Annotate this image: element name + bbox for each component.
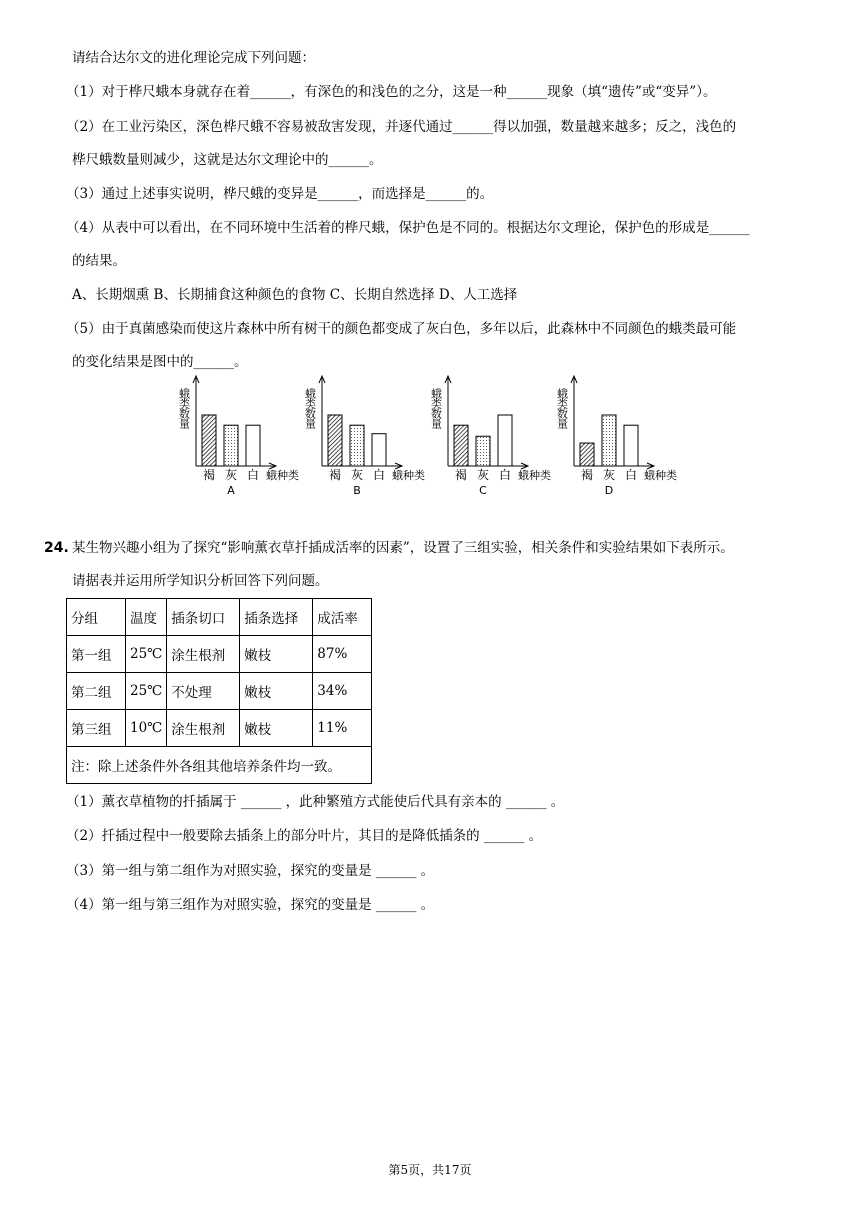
- chart-category-label: 白: [624, 468, 638, 482]
- table-cell: 嫩枝: [240, 673, 313, 710]
- table-cell: 嫩枝: [240, 636, 313, 673]
- chart-bar: [372, 434, 386, 466]
- table-header: 温度: [126, 599, 167, 636]
- q24-sub1: （1）薰衣草植物的扦插属于 ______ ，此种繁殖方式能使后代具有亲本的 ______ 。: [66, 794, 565, 810]
- chart-a: [176, 376, 299, 501]
- chart-d: [554, 376, 677, 501]
- q24-stem-line2: 请据表并运用所学知识分析回答下列问题。: [72, 573, 329, 589]
- table-header: 分组: [67, 599, 126, 636]
- table-row: [67, 710, 372, 747]
- chart-option-label: D: [604, 484, 614, 497]
- chart-option-label: C: [479, 484, 487, 497]
- q23-part2-line2: 桦尺蛾数量则减少，这就是达尔文理论中的______。: [72, 152, 383, 168]
- table-cell: 涂生根剂: [167, 636, 240, 673]
- q23-part1: （1）对于桦尺蛾本身就存在着______，有深色的和浅色的之分，这是一种______现象（填“遗传”或“变异”）。: [66, 84, 717, 100]
- chart-d-svg: [554, 376, 677, 501]
- chart-bar: [202, 415, 216, 466]
- chart-a-svg: [176, 376, 299, 501]
- table-cell: 34%: [313, 673, 372, 710]
- table-cell: 第一组: [67, 636, 126, 673]
- chart-category-label: 白: [498, 468, 512, 482]
- q23-options: A、长期烟熏 B、长期捕食这种颜色的食物 C、长期自然选择 D、人工选择: [72, 287, 518, 303]
- table-note-row: [67, 747, 372, 784]
- chart-bar: [476, 436, 490, 466]
- chart-xlabel: 蛾种类: [266, 469, 299, 482]
- chart-category-label: 褐: [202, 468, 216, 482]
- chart-c: [428, 376, 551, 501]
- q24-sub2: （2）扦插过程中一般要除去插条上的部分叶片，其目的是降低插条的 ______ 。: [66, 828, 543, 844]
- chart-bar: [224, 425, 238, 466]
- table-cell: 第二组: [67, 673, 126, 710]
- q23-part5-line1: （5）由于真菌感染而使这片森林中所有树干的颜色都变成了灰白色，多年以后，此森林中不同颜色的蛾类最可能: [66, 321, 737, 337]
- chart-bar: [350, 425, 364, 466]
- chart-c-svg: [428, 376, 551, 501]
- table-cell: 87%: [313, 636, 372, 673]
- chart-category-label: 灰: [350, 468, 364, 482]
- table-cell: 第三组: [67, 710, 126, 747]
- q24-sub3: （3）第一组与第二组作为对照实验，探究的变量是 ______ 。: [66, 863, 435, 879]
- chart-bar: [328, 415, 342, 466]
- table-cell: 涂生根剂: [167, 710, 240, 747]
- table-cell: 25℃: [126, 673, 167, 710]
- chart-category-label: 灰: [476, 468, 490, 482]
- chart-xlabel: 蛾种类: [518, 469, 551, 482]
- q23-part3: （3）通过上述事实说明，桦尺蛾的变异是______，而选择是______的。: [66, 186, 494, 202]
- chart-bar: [246, 425, 260, 466]
- chart-category-label: 灰: [224, 468, 238, 482]
- chart-ylabel: 蛾类数量: [303, 388, 317, 428]
- chart-bar: [498, 415, 512, 466]
- chart-category-label: 白: [246, 468, 260, 482]
- table-cell: 不处理: [167, 673, 240, 710]
- chart-category-label: 褐: [454, 468, 468, 482]
- chart-option-label: B: [353, 484, 361, 497]
- chart-bar: [602, 415, 616, 466]
- chart-category-label: 白: [372, 468, 386, 482]
- chart-option-label: A: [227, 484, 235, 497]
- moth-charts: [176, 376, 696, 506]
- chart-b: [302, 376, 425, 501]
- table-header-row: [67, 599, 372, 636]
- chart-category-label: 褐: [580, 468, 594, 482]
- chart-category-label: 褐: [328, 468, 342, 482]
- chart-bar: [624, 425, 638, 466]
- q23-part5-line2: 的变化结果是图中的______。: [72, 354, 248, 370]
- chart-xlabel: 蛾种类: [644, 469, 677, 482]
- chart-bar: [580, 443, 594, 466]
- page-footer: 第5页，共17页: [388, 1163, 472, 1177]
- table-cell: 11%: [313, 710, 372, 747]
- q24-sub4: （4）第一组与第三组作为对照实验，探究的变量是 ______ 。: [66, 897, 435, 913]
- q24-number: 24.: [44, 540, 69, 556]
- chart-ylabel: 蛾类数量: [177, 388, 191, 428]
- q23-part4-line1: （4）从表中可以看出，在不同环境中生活着的桦尺蛾，保护色是不同的。根据达尔文理论，保护色的形成是______: [66, 220, 750, 236]
- chart-b-svg: [302, 376, 425, 501]
- table-header: 插条切口: [167, 599, 240, 636]
- q24-stem-line1: 某生物兴趣小组为了探究“影响薰衣草扦插成活率的因素”，设置了三组实验，相关条件和实验结果如下表所示。: [72, 540, 734, 556]
- table-note: 注：除上述条件外各组其他培养条件均一致。: [67, 747, 372, 784]
- table-cell: 嫩枝: [240, 710, 313, 747]
- chart-ylabel: 蛾类数量: [555, 388, 569, 428]
- table-header: 成活率: [313, 599, 372, 636]
- q23-intro: 请结合达尔文的进化理论完成下列问题：: [72, 50, 315, 66]
- chart-bar: [454, 425, 468, 466]
- chart-category-label: 灰: [602, 468, 616, 482]
- chart-ylabel: 蛾类数量: [429, 388, 443, 428]
- table-row: [67, 636, 372, 673]
- experiment-table: [66, 598, 372, 784]
- table-row: [67, 673, 372, 710]
- table-cell: 10℃: [126, 710, 167, 747]
- table-header: 插条选择: [240, 599, 313, 636]
- table-cell: 25℃: [126, 636, 167, 673]
- q23-part4-line2: 的结果。: [72, 253, 126, 269]
- q23-part2-line1: （2）在工业污染区，深色桦尺蛾不容易被敌害发现，并逐代通过______得以加强，数量越来越多；反之，浅色的: [66, 119, 737, 135]
- chart-xlabel: 蛾种类: [392, 469, 425, 482]
